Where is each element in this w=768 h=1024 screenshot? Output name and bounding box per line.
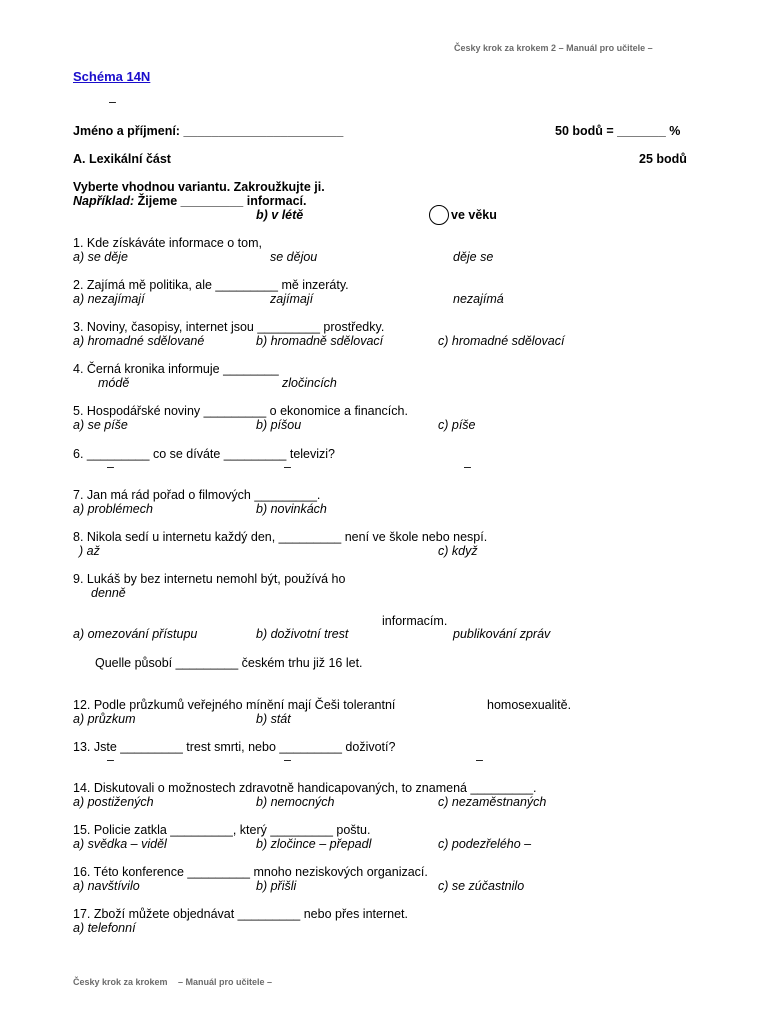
instruction-text: Vyberte vhodnou variantu. Zakroužkujte ji.	[73, 180, 325, 194]
question-1: 1. Kde získáváte informace o tom,	[73, 236, 262, 250]
example-option-b: b) v létě	[256, 208, 304, 222]
example-option-c: ve věku	[451, 208, 497, 222]
question-4: 4. Černá kronika informuje ________	[73, 362, 279, 376]
option-7b[interactable]: b) novinkách	[256, 502, 327, 516]
option-2c[interactable]: nezajímá	[453, 292, 504, 306]
question-16: 16. Této konference _________ mnoho neziskových organizací.	[73, 865, 428, 879]
option-12b[interactable]: b) stát	[256, 712, 291, 726]
section-points: 25 bodů	[639, 152, 687, 166]
stray-dash: –	[109, 95, 116, 109]
option-6a[interactable]: –	[107, 460, 114, 474]
option-15c[interactable]: c) podezřelého –	[438, 837, 532, 851]
circle-mark-icon	[429, 205, 449, 225]
option-15a[interactable]: a) svědka – viděl	[73, 837, 167, 851]
option-13c[interactable]: –	[476, 753, 483, 767]
example-line	[73, 194, 306, 208]
question-11: Quelle působí _________ českém trhu již 16 let.	[95, 656, 363, 670]
option-9a[interactable]: denně	[91, 586, 126, 600]
option-4a[interactable]: módě	[98, 376, 130, 390]
option-10c[interactable]: publikování zpráv	[453, 627, 551, 641]
option-2a[interactable]: a) nezajímají	[73, 292, 145, 306]
question-13: 13. Jste _________ trest smrti, nebo _________ doživotí?	[73, 740, 396, 754]
option-8c[interactable]: c) když	[438, 544, 478, 558]
question-17: 17. Zboží můžete objednávat _________ nebo přes internet.	[73, 907, 408, 921]
schema-link[interactable]: Schéma 14N	[73, 69, 151, 84]
question-14: 14. Diskutovali o možnostech zdravotně handicapovaných, to znamená _________.	[73, 781, 537, 795]
option-16a[interactable]: a) navštívilo	[73, 879, 140, 893]
option-7a[interactable]: a) problémech	[73, 502, 153, 516]
question-10: informacím.	[382, 614, 448, 628]
name-field-label: Jméno a příjmení: _______________________	[73, 124, 344, 138]
option-1b[interactable]: se dějou	[270, 250, 318, 264]
option-10a[interactable]: a) omezování přístupu	[73, 627, 198, 641]
option-14c[interactable]: c) nezaměstnaných	[438, 795, 547, 809]
option-15b[interactable]: b) zločince – přepadl	[256, 837, 372, 851]
option-2b[interactable]: zajímají	[270, 292, 314, 306]
option-17a[interactable]: a) telefonní	[73, 921, 136, 935]
option-14a[interactable]: a) postižených	[73, 795, 154, 809]
option-6b[interactable]: –	[284, 460, 291, 474]
option-12a[interactable]: a) průzkum	[73, 712, 136, 726]
question-15: 15. Policie zatkla _________, který _________ poštu.	[73, 823, 371, 837]
question-2: 2. Zajímá mě politika, ale _________ mě inzeráty.	[73, 278, 349, 292]
example-text: Žijeme _________ informací.	[134, 194, 307, 208]
section-title: A. Lexikální část	[73, 152, 171, 166]
option-10b[interactable]: b) doživotní trest	[256, 627, 349, 641]
option-8a[interactable]: ) až	[79, 544, 100, 558]
question-3: 3. Noviny, časopisy, internet jsou _________ prostředky.	[73, 320, 385, 334]
option-13b[interactable]: –	[284, 753, 291, 767]
question-8: 8. Nikola sedí u internetu každý den, _________ není ve škole nebo nespí.	[73, 530, 488, 544]
footer-left: Česky krok za krokem	[73, 977, 168, 987]
example-label: Například:	[73, 194, 135, 208]
question-6: 6. _________ co se díváte _________ televizi?	[73, 447, 336, 461]
option-1c[interactable]: děje se	[453, 250, 494, 264]
question-9: 9. Lukáš by bez internetu nemohl být, používá ho	[73, 572, 346, 586]
question-12: 12. Podle průzkumů veřejného mínění mají Češi tolerantní	[73, 698, 396, 712]
score-field: 50 bodů = _______ %	[555, 124, 681, 138]
option-5c[interactable]: c) píše	[438, 418, 476, 432]
option-16c[interactable]: c) se zúčastnilo	[438, 879, 525, 893]
question-7: 7. Jan má rád pořad o filmových _________.	[73, 488, 321, 502]
option-14b[interactable]: b) nemocných	[256, 795, 335, 809]
question-5: 5. Hospodářské noviny _________ o ekonomice a financích.	[73, 404, 408, 418]
option-13a[interactable]: –	[107, 753, 114, 767]
option-1a[interactable]: a) se děje	[73, 250, 128, 264]
footer-right: – Manuál pro učitele –	[178, 977, 273, 987]
running-header: Česky krok za krokem 2 – Manuál pro učitele –	[454, 43, 653, 53]
option-3b[interactable]: b) hromadně sdělovací	[256, 334, 384, 348]
option-5b[interactable]: b) píšou	[256, 418, 302, 432]
option-16b[interactable]: b) přišli	[256, 879, 297, 893]
question-12-end: homosexualitě.	[487, 698, 572, 712]
option-6c[interactable]: –	[464, 460, 471, 474]
option-3c[interactable]: c) hromadné sdělovací	[438, 334, 565, 348]
option-5a[interactable]: a) se píše	[73, 418, 128, 432]
option-3a[interactable]: a) hromadné sdělované	[73, 334, 205, 348]
option-4b[interactable]: zločincích	[282, 376, 337, 390]
